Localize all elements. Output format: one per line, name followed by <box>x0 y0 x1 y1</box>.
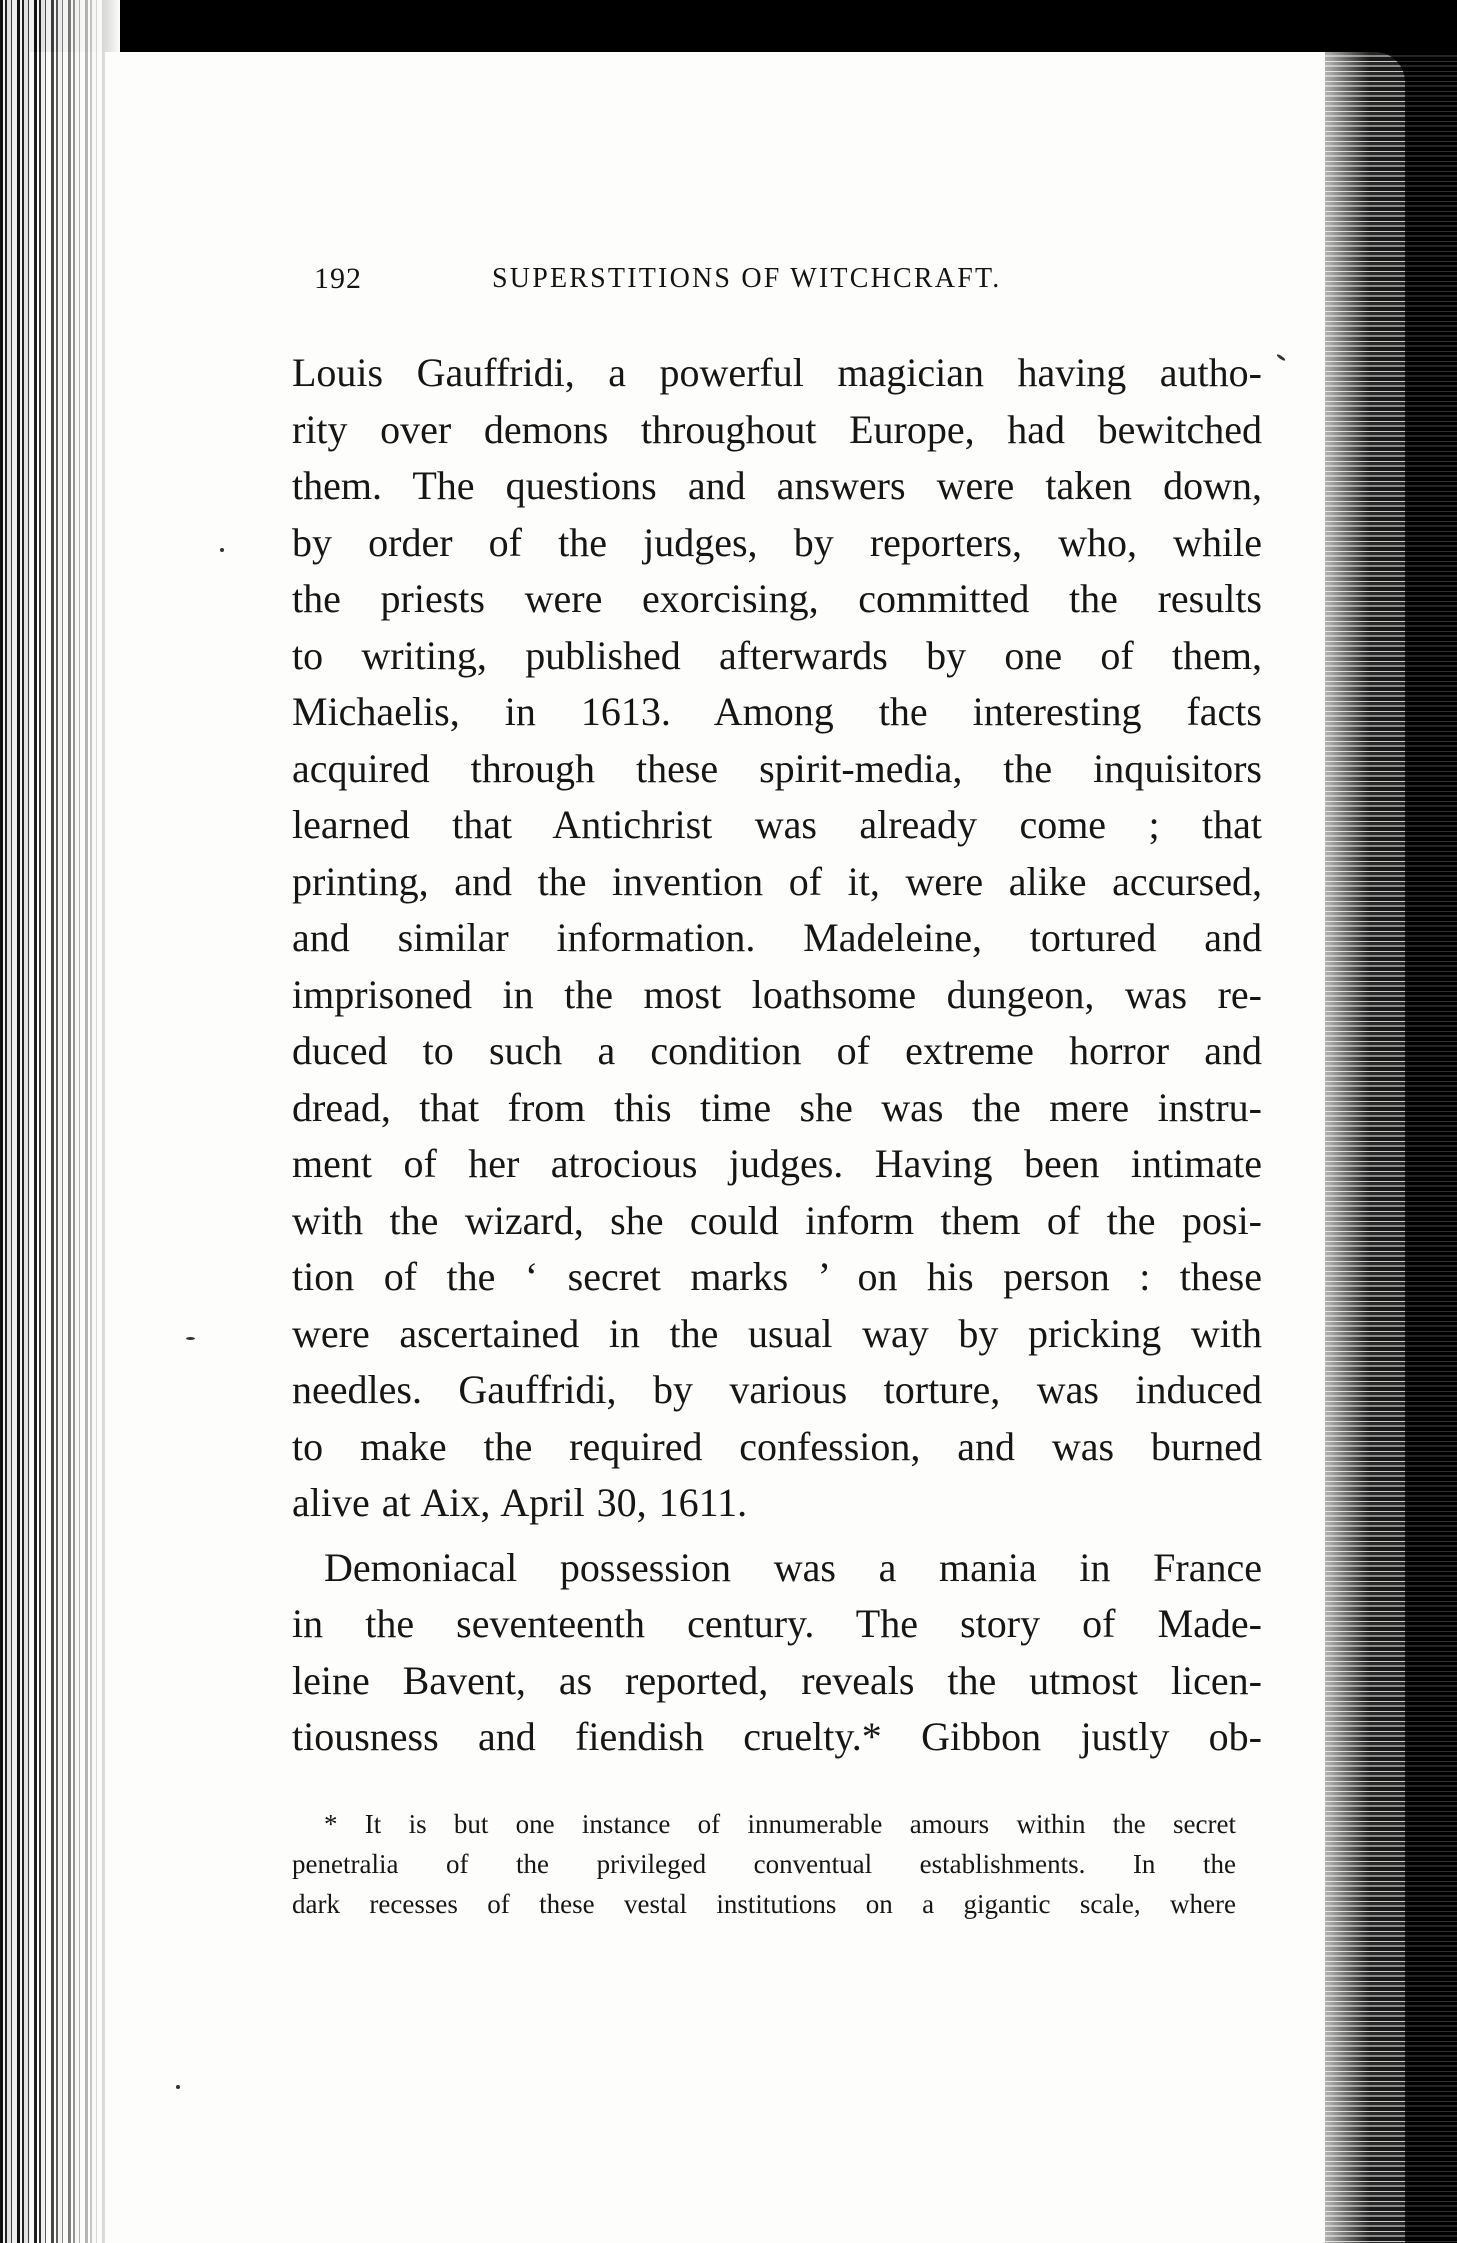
text-line: Demoniacal possession was a mania in France <box>324 1544 1262 1590</box>
text-line: imprisoned in the most loathsome dungeon, was re- <box>292 971 1262 1017</box>
text-line: needles. Gauffridi, by various torture, was induced <box>292 1367 1262 1412</box>
text-line: were ascertained in the usual way by pricking with <box>292 1310 1262 1356</box>
text-line: leine Bavent, as reported, reveals the utmost licen- <box>292 1657 1262 1703</box>
text-line: tion of the ‘ secret marks ’ on his person : these <box>292 1254 1262 1299</box>
page-number: 192 <box>314 262 362 295</box>
text-line: acquired through these spirit-media, the inquisitors <box>292 745 1262 791</box>
text-line: to writing, published afterwards by one of them, <box>292 632 1262 678</box>
paragraph <box>292 1540 1262 1766</box>
text-line: Michaelis, in 1613. Among the interesting facts <box>292 689 1262 734</box>
text-line: tiousness and fiendish cruelty.* Gibbon justly ob- <box>292 1714 1262 1759</box>
text-line: by order of the judges, by reporters, who, while <box>292 519 1262 565</box>
footnote-line: * It is but one instance of innumerable amours within the secret <box>324 1809 1236 1839</box>
page-right-edge-fade <box>1290 52 1370 2243</box>
scan-top-border <box>0 0 1457 52</box>
scan-speck <box>220 548 224 552</box>
text-line: them. The questions and answers were taken down, <box>292 463 1262 508</box>
text-line: ment of her atrocious judges. Having been intimate <box>292 1141 1262 1186</box>
text-line: duced to such a condition of extreme horror and <box>292 1028 1262 1073</box>
footnote <box>292 1804 1236 1924</box>
text-line: the priests were exorcising, committed the results <box>292 576 1262 621</box>
text-line: printing, and the invention of it, were alike accursed, <box>292 858 1262 904</box>
footnote-line: penetralia of the privileged conventual establishments. In the <box>292 1849 1236 1879</box>
text-line: and similar information. Madeleine, tortured and <box>292 915 1262 960</box>
text-line: in the seventeenth century. The story of Made- <box>292 1601 1262 1646</box>
footnote-line: dark recesses of these vestal institutions on a gigantic scale, where <box>292 1889 1236 1919</box>
text-line: Louis Gauffridi, a powerful magician having autho- <box>292 350 1262 395</box>
running-title: SUPERSTITIONS OF WITCHCRAFT. <box>492 263 1002 294</box>
paragraph <box>292 345 1262 1532</box>
body-text <box>292 345 1262 1766</box>
text-line: dread, that from this time she was the mere instru- <box>292 1084 1262 1130</box>
scan-speck <box>186 1337 195 1340</box>
text-line: to make the required confession, and was burned <box>292 1423 1262 1469</box>
scan-speck <box>176 2085 180 2089</box>
text-line: alive at Aix, April 30, 1611. <box>292 1480 748 1525</box>
text-line: rity over demons throughout Europe, had bewitched <box>292 406 1262 452</box>
running-head <box>314 262 1274 312</box>
gutter-shadow <box>40 0 120 2243</box>
text-line: with the wizard, she could inform them of the posi- <box>292 1197 1262 1243</box>
text-line: learned that Antichrist was already come ; that <box>292 802 1262 847</box>
